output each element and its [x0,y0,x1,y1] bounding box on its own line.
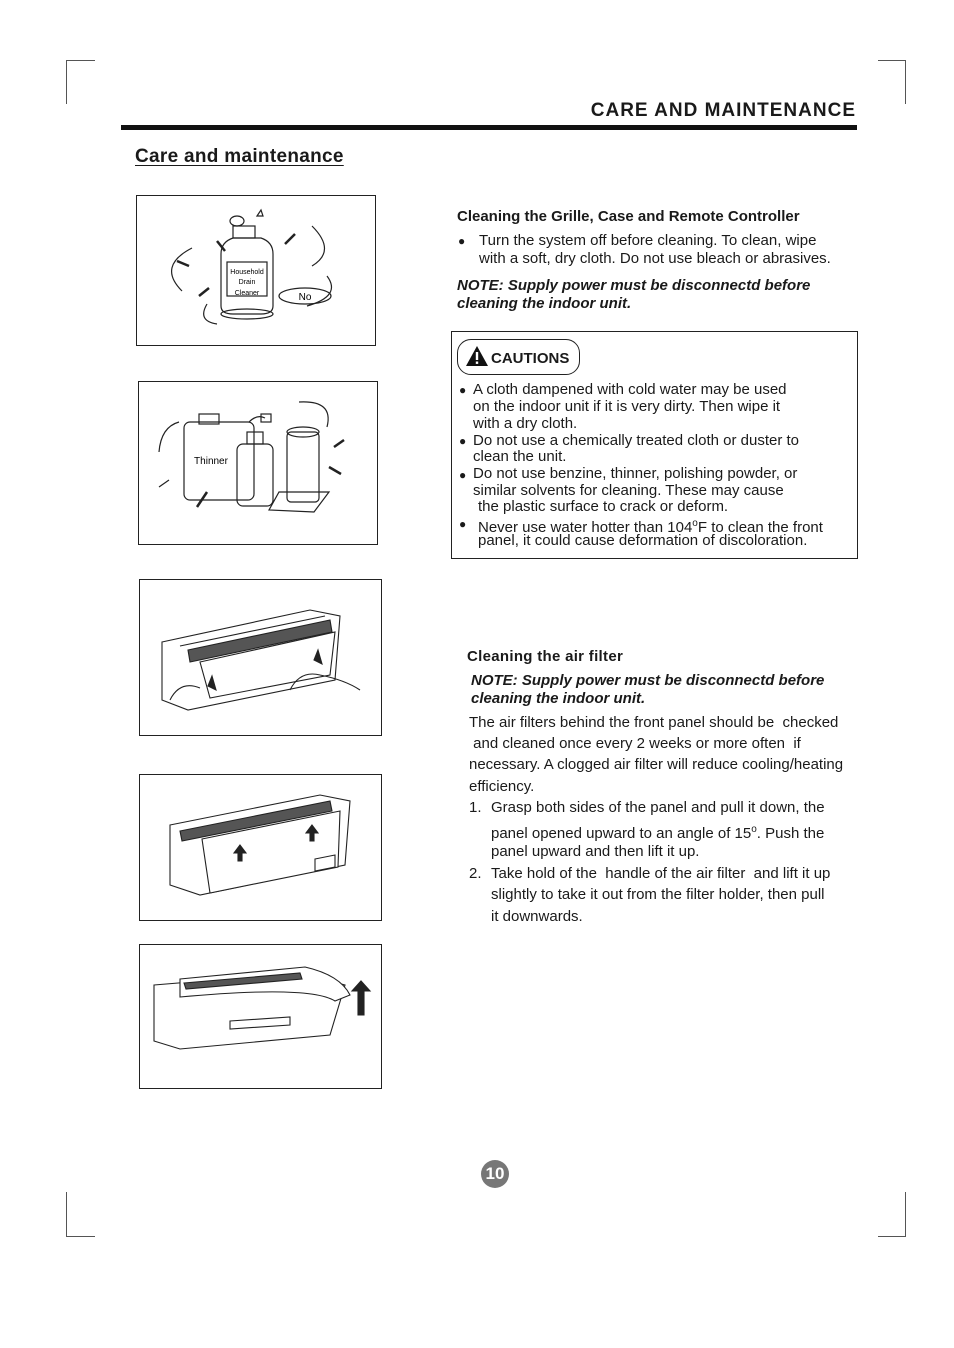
caution-item1-line3: with a dry cloth. [473,415,578,432]
figure-lift-panel [139,944,382,1089]
figure-open-panel [139,579,382,736]
caution-item2-line1: Do not use a chemically treated cloth or duster to [473,432,800,449]
page-number: 10 [481,1160,509,1188]
crop-mark [878,60,906,61]
figure-no-thinner [138,381,378,545]
step2-number: 2. [469,865,482,882]
thinner-illustration [139,382,377,544]
caution-item1-line1: A cloth dampened with cold water may be used [473,381,787,398]
filter-intro-line4: efficiency. [469,778,535,795]
step2-line1: Take hold of the handle of the air filter and lift it up [491,865,831,882]
step1-line1: Grasp both sides of the panel and pull it down, the [491,799,825,816]
degree-symbol: o [692,518,698,529]
warning-icon [465,345,489,367]
panel-lift-illustration [140,945,381,1088]
caution-item3-line2: similar solvents for cleaning. These may cause [473,482,784,499]
figure-push-panel [139,774,382,921]
grille-heading: Cleaning the Grille, Case and Remote Controller [457,208,800,225]
step1-line2-text: panel opened upward to an angle of 15 [491,825,752,842]
bullet-dot: ● [459,434,467,448]
filter-note-line2: cleaning the indoor unit. [471,690,646,707]
thinner-label: Thinner [194,456,228,467]
filter-intro-line3: necessary. A clogged air filter will reduce cooling/heating [469,756,844,773]
caution-item4-line2: panel, it could cause deformation of discoloration. [478,532,808,549]
filter-heading: Cleaning the air filter [467,648,624,665]
crop-mark [66,1236,95,1237]
degree-symbol: o [751,824,757,835]
crop-mark [66,1192,67,1236]
grille-bullet-line2: with a soft, dry cloth. Do not use bleach or abrasives. [479,250,831,267]
grille-note-line2: cleaning the indoor unit. [457,295,632,312]
section-title: Care and maintenance [135,146,344,167]
step1-number: 1. [469,799,482,816]
bottle-label-line2: Drain [238,279,256,286]
caution-item4-text-cont: F to clean the front [697,519,823,536]
caution-item2-line2: clean the unit. [473,448,567,465]
header-title: CARE AND MAINTENANCE [590,100,856,121]
caution-item4-text: Never use water hotter than 104 [478,519,693,536]
grille-bullet-line1: Turn the system off before cleaning. To clean, wipe [479,232,817,249]
crop-mark [905,60,906,104]
bottle-label-line1: Household [230,269,264,276]
cautions-label: CAUTIONS [491,350,570,367]
header-rule [121,125,857,130]
step2-line2: slightly to take it out from the filter holder, then pull [491,886,825,903]
grille-note-line1: NOTE: Supply power must be disconnectd before [457,277,811,294]
crop-mark [66,60,95,61]
figure-no-drain-cleaner [136,195,376,346]
bullet-dot: ● [459,517,467,531]
step1-line3: panel upward and then lift it up. [491,843,700,860]
drain-cleaner-illustration [137,196,375,345]
crop-mark [905,1192,906,1236]
crop-mark [66,60,67,104]
bullet-dot: ● [459,468,467,482]
bullet-dot: ● [458,234,466,248]
caution-item3-line3: the plastic surface to crack or deform. [478,498,729,515]
filter-intro-line1: The air filters behind the front panel should be checked [469,714,839,731]
step1-line2-text-cont: . Push the [756,825,825,842]
caution-item3-line1: Do not use benzine, thinner, polishing powder, or [473,465,798,482]
bottle-label-line3: Cleaner [234,290,260,297]
filter-note-line1: NOTE: Supply power must be disconnectd before [471,672,825,689]
crop-mark [878,1236,906,1237]
step2-line3: it downwards. [491,908,583,925]
panel-open-illustration [140,580,381,735]
filter-intro-line2: and cleaned once every 2 weeks or more often if [469,735,801,752]
no-label: No [298,292,312,303]
bullet-dot: ● [459,383,467,397]
caution-item1-line2: on the indoor unit if it is very dirty. Then wipe it [473,398,781,415]
panel-push-illustration [140,775,381,920]
